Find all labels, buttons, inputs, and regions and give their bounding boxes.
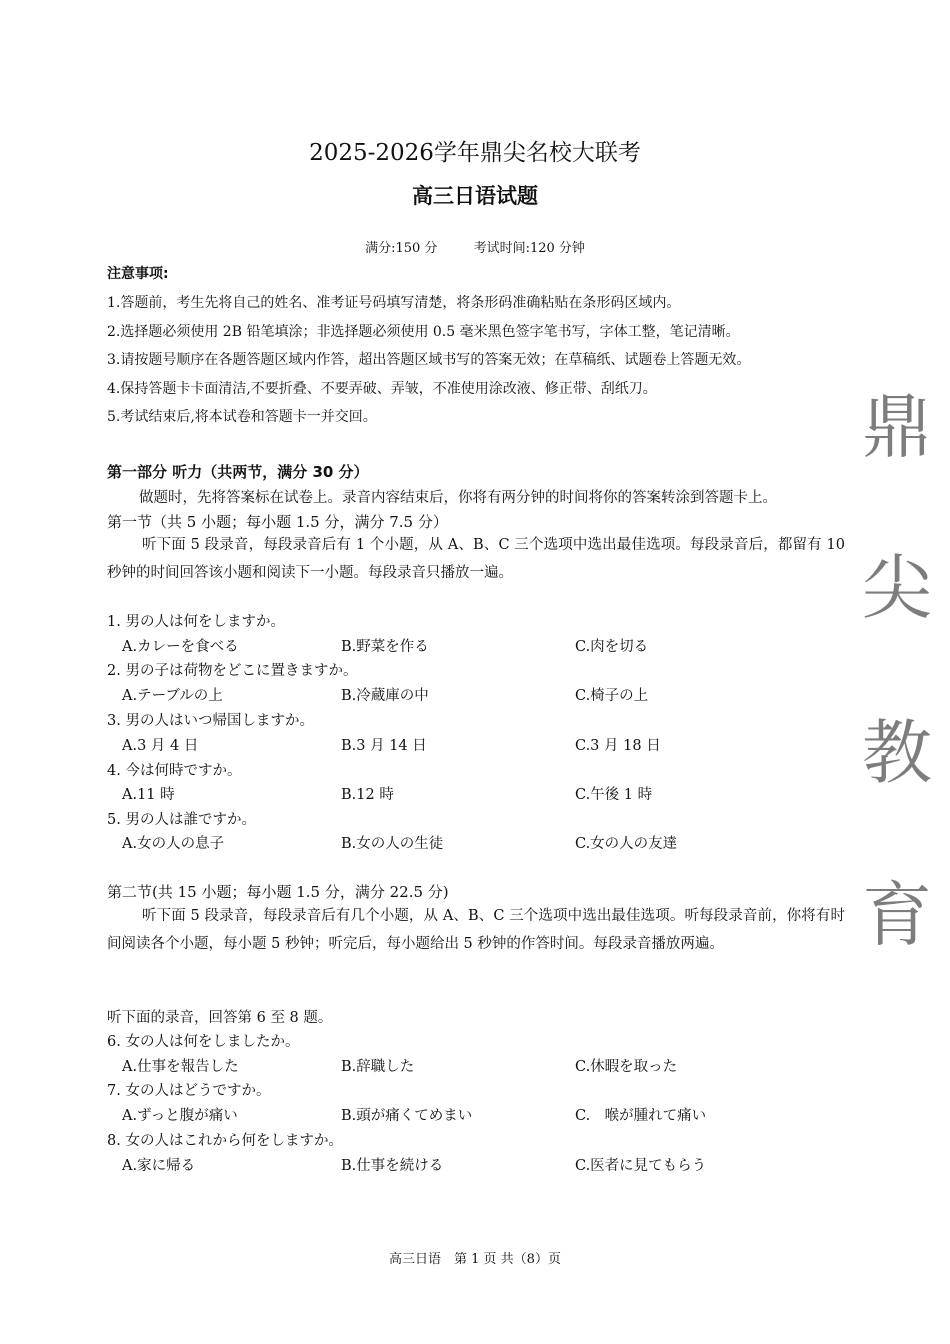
- question-4: 4. 今は何時ですか。: [107, 763, 242, 779]
- part1-intro: 做题时，先将答案标在试卷上。录音内容结束后，你将有两分钟的时间将你的答案转涂到答题卡上。: [139, 490, 777, 506]
- option-c: C.3 月 18 日: [575, 738, 661, 754]
- exam-meta: [0, 237, 950, 256]
- section1-instructions: 听下面 5 段录音，每段录音后有 1 个小题，从 A、B、C 三个选项中选出最佳选项。每段录音后，都留有 10 秒钟的时间回答该小题和阅读下一小题。每段录音只播放一遍。: [107, 537, 845, 581]
- option-b: B.頭が痛くてめまい: [341, 1108, 473, 1124]
- page-footer: 高三日语 第 1 页 共（8）页: [389, 1252, 561, 1267]
- watermark-char: 鼎: [862, 386, 932, 468]
- watermark-char: 教: [862, 712, 932, 794]
- exam-subtitle: 高三日语试题: [412, 184, 538, 208]
- group-intro: 听下面的录音，回答第 6 至 8 题。: [107, 1010, 333, 1026]
- notice-item: 5.考试结束后,将本试卷和答题卡一并交回。: [107, 409, 377, 425]
- exam-time: 考试时间:120 分钟: [473, 241, 585, 256]
- option-b: B.12 時: [341, 787, 394, 803]
- question-3: 3. 男の人はいつ帰国しますか。: [107, 713, 314, 729]
- option-c: C.休暇を取った: [575, 1059, 678, 1075]
- option-b: B.辞職した: [341, 1059, 415, 1075]
- option-a: A.11 時: [122, 787, 175, 803]
- question-2: 2. 男の子は荷物をどこに置きますか。: [107, 663, 358, 679]
- option-c: C.医者に見てもらう: [575, 1158, 707, 1174]
- option-b: B.女の人の生徒: [341, 836, 444, 852]
- option-c: C.午後 1 時: [575, 787, 653, 803]
- section2-instructions: 听下面 5 段录音，每段录音后有几个小题，从 A、B、C 三个选项中选出最佳选项。听每段录音前，你将有时间阅读各个小题，每小题 5 秒钟；听完后，每小题给出 5 秒钟的作答时间。每段录音播放两遍。: [107, 908, 845, 952]
- option-b: B.3 月 14 日: [341, 738, 427, 754]
- option-a: A.ずっと腹が痛い: [122, 1108, 238, 1124]
- option-a: A.仕事を報告した: [122, 1059, 239, 1075]
- section2-heading: 第二节(共 15 小题；每小题 1.5 分，满分 22.5 分): [107, 883, 449, 901]
- notice-item: 3.请按题号顺序在各题答题区域内作答，超出答题区域书写的答案无效；在草稿纸、试题卷上答题无效。: [107, 352, 751, 368]
- notice-item: 4.保持答题卡卡面清洁,不要折叠、不要弄破、弄皱，不准使用涂改液、修正带、刮纸刀。: [107, 381, 657, 397]
- full-score: 满分:150 分: [365, 241, 438, 256]
- question-5: 5. 男の人は誰ですか。: [107, 812, 256, 828]
- section1-heading: 第一节（共 5 小题；每小题 1.5 分，满分 7.5 分）: [107, 513, 448, 531]
- option-a: A.3 月 4 日: [122, 738, 199, 754]
- question-6: 6. 女の人は何をしましたか。: [107, 1034, 300, 1050]
- option-c: C. 喉が腫れて痛い: [575, 1108, 707, 1124]
- option-c: C.女の人の友達: [575, 836, 678, 852]
- option-a: A.家に帰る: [122, 1158, 196, 1174]
- notice-item: 2.选择题必须使用 2B 铅笔填涂；非选择题必须使用 0.5 毫米黑色签字笔书写，字体工整，笔记清晰。: [107, 324, 740, 340]
- question-7: 7. 女の人はどうですか。: [107, 1083, 271, 1099]
- option-a: A.テーブルの上: [122, 688, 223, 704]
- option-b: B.仕事を続ける: [341, 1158, 444, 1174]
- exam-title: 2025-2026学年鼎尖名校大联考: [309, 140, 641, 166]
- notice-title: 注意事项:: [107, 266, 169, 282]
- question-1: 1. 男の人は何をしますか。: [107, 614, 285, 630]
- watermark-char: 育: [862, 874, 932, 956]
- option-a: A.カレーを食べる: [122, 639, 239, 655]
- notice-item: 1.答题前，考生先将自己的姓名、准考证号码填写清楚，将条形码准确粘贴在条形码区域内。: [107, 295, 681, 311]
- part1-heading: 第一部分 听力（共两节，满分 30 分）: [107, 463, 369, 481]
- option-b: B.冷蔵庫の中: [341, 688, 429, 704]
- question-8: 8. 女の人はこれから何をしますか。: [107, 1133, 343, 1149]
- option-b: B.野菜を作る: [341, 639, 429, 655]
- option-c: C.椅子の上: [575, 688, 649, 704]
- option-c: C.肉を切る: [575, 639, 649, 655]
- watermark-char: 尖: [862, 547, 932, 629]
- option-a: A.女の人の息子: [122, 836, 225, 852]
